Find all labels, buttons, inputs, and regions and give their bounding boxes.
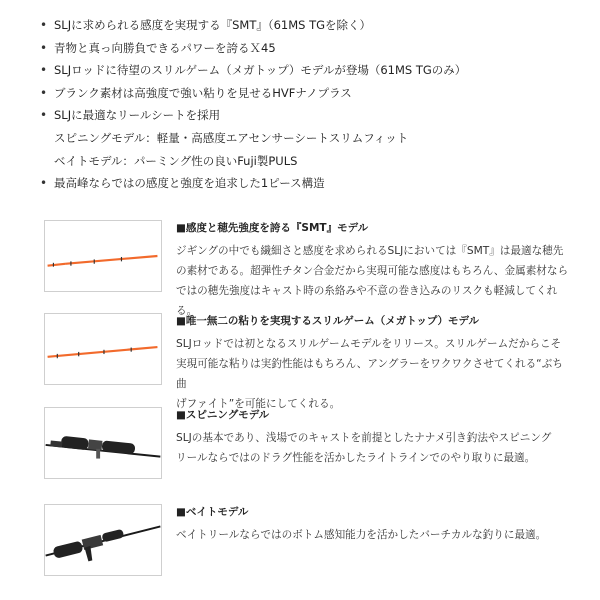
bullet-text: ブランク素材は高強度で強い粘りを見せるHVFナノプラス: [54, 85, 352, 100]
feature-description: [176, 241, 572, 321]
bullet-item: [40, 14, 580, 37]
bullet-item: [40, 82, 580, 105]
bullet-item: [40, 104, 580, 127]
bullet-text: SLJロッドに待望のスリルゲーム（メガトップ）モデルが登場（61MS TGのみ）: [54, 63, 467, 78]
bullet-text: 青物と真っ向勝負できるパワーを誇るＸ45: [54, 40, 276, 55]
desc-line: SLJの基本であり、浅場でのキャストを前提としたナナメ引き釣法やスピニング: [176, 432, 552, 444]
bullet-item: [40, 172, 580, 195]
desc-line: げファイト”を可能にしてくれる。: [176, 398, 341, 410]
feature-description: [176, 428, 572, 468]
bullet-text: 最高峰ならではの感度と強度を追求した1ピース構造: [54, 176, 325, 191]
bullet-dot-icon: •: [40, 63, 48, 78]
desc-line: SLJロッドでは初となるスリルゲームモデルをリリース。スリルゲームだからこそ: [176, 338, 562, 350]
baitcast-reel-seat-icon: [44, 504, 162, 576]
feature-bullet-list: [40, 14, 580, 195]
sub-item-bait: ベイトモデル：パーミング性の良いFuji製PULS: [54, 153, 298, 168]
sub-item-spinning: スピニングモデル：軽量・高感度エアセンサーシートスリムフィット: [54, 130, 409, 145]
bullet-item: [40, 37, 580, 60]
bullet-dot-icon: •: [40, 40, 48, 55]
bullet-text: SLJに最適なリールシートを採用: [54, 108, 221, 123]
desc-line: の素材である。超弾性チタン合金だから実現可能な感度はもちろん、金属素材なら: [176, 265, 569, 277]
orange-rod-tip-icon: [44, 313, 162, 385]
bullet-dot-icon: •: [40, 18, 48, 32]
bullet-dot-icon: •: [40, 176, 48, 191]
desc-line: 実現可能な粘りは実釣性能はもちろん、アングラーをワクワクさせてくれる“ぶち曲: [176, 358, 563, 390]
feature-title: ■スピニングモデル: [176, 409, 270, 421]
feature-title: ■感度と穂先強度を誇る『SMT』モデル: [176, 222, 369, 234]
desc-line: ベイトリールならではのボトム感知能力を活かしたバーチカルな釣りに最適。: [176, 529, 547, 541]
bullet-text: SLJに求められる感度を実現する『SMT』（61MS TGを除く）: [54, 18, 372, 32]
bullet-item: [40, 59, 580, 82]
feature-description: [176, 525, 572, 545]
feature-title: ■唯一無二の粘りを実現するスリルゲーム（メガトップ）モデル: [176, 315, 479, 327]
desc-line: リールならではのドラグ性能を活かしたライトラインでのやり取りに最適。: [176, 452, 536, 464]
feature-description: [176, 334, 572, 414]
spinning-reel-seat-icon: [44, 407, 162, 479]
orange-rod-tip-icon: [44, 220, 162, 292]
desc-line: ジギングの中でも繊細さと感度を求められるSLJにおいては『SMT』は最適な穂先: [176, 245, 564, 257]
feature-title: ■ベイトモデル: [176, 506, 249, 518]
bullet-dot-icon: •: [40, 108, 48, 123]
desc-line: ではの穂先強度はキャスト時の糸絡みや不意の巻き込みのリスクも軽減してくれる。: [176, 285, 558, 317]
bullet-dot-icon: •: [40, 85, 48, 100]
